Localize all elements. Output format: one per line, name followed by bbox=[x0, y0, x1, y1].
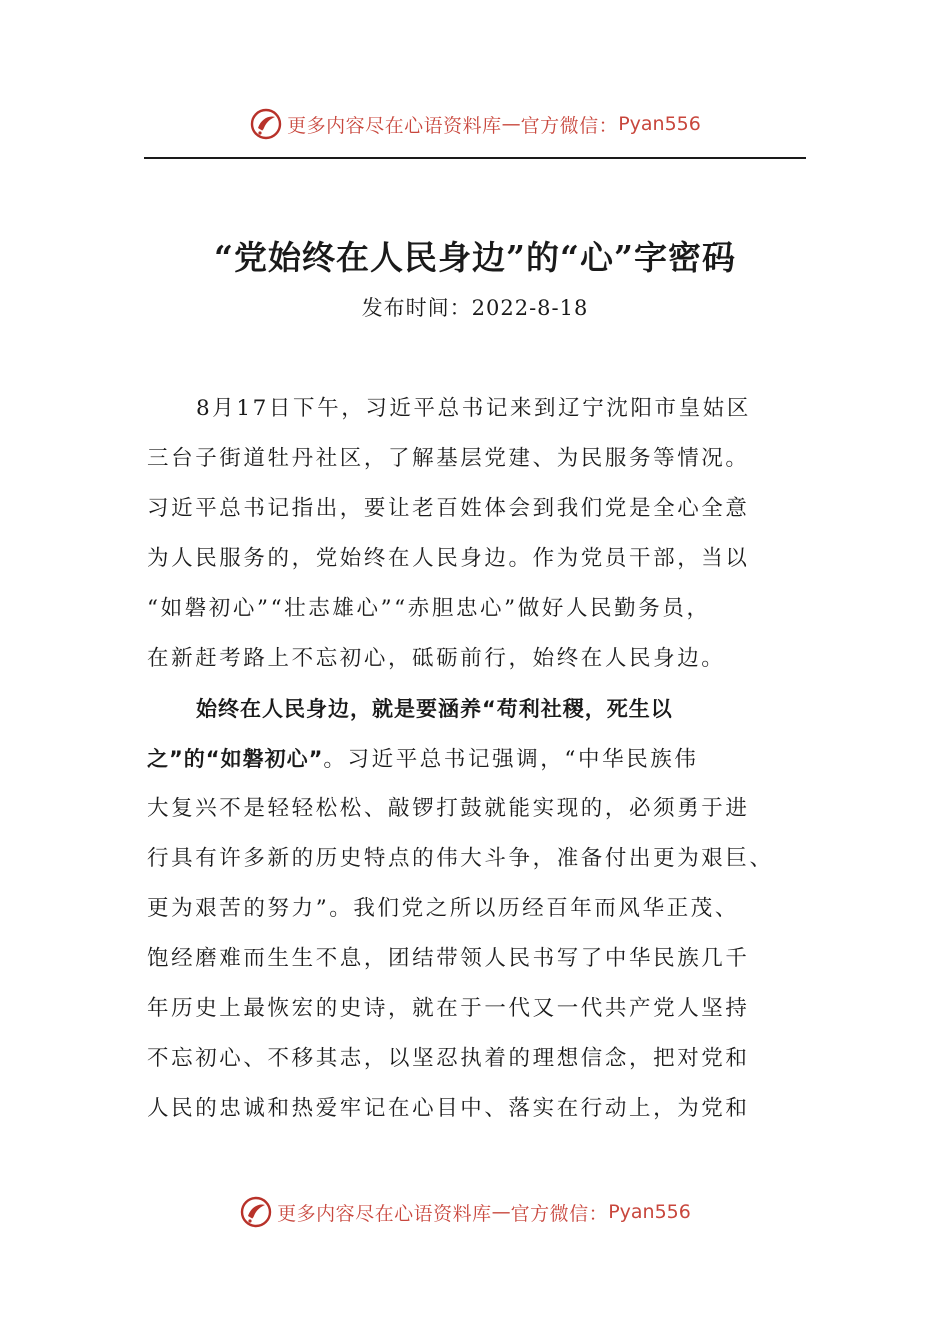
body-line: 不忘初心、不移其志，以坚忍执着的理想信念，把对党和 bbox=[147, 1046, 750, 1071]
banner-text: 更多内容尽在心语资料库 bbox=[287, 114, 502, 137]
body-line: 人民的忠诚和热爱牢记在心目中、落实在行动上，为党和 bbox=[147, 1096, 750, 1121]
body-line: “如磐初心”“壮志雄心”“赤胆忠心”做好人民勤务员， bbox=[147, 596, 711, 621]
publish-date: 发布时间：2022-8-18 bbox=[361, 296, 589, 320]
lead-sentence: 之”的“如磐初心” bbox=[147, 747, 324, 771]
banner-wechat-id: Pyan556 bbox=[618, 113, 701, 135]
banner-wechat-id: Pyan556 bbox=[608, 1201, 691, 1223]
banner-wechat-label: 官方微信： bbox=[520, 114, 619, 137]
lead-sentence: 始终在人民身边，就是要涵养“苟利社稷，死生以 bbox=[196, 697, 673, 721]
body-line bbox=[147, 684, 807, 734]
body-line: 饱经磨难而生生不息，团结带领人民书写了中华民族几千 bbox=[147, 946, 750, 971]
body-line: 大复兴不是轻轻松松、敲锣打鼓就能实现的，必须勇于进 bbox=[147, 796, 750, 821]
body-line: 习近平总书记指出，要让老百姓体会到我们党是全心全意 bbox=[147, 496, 750, 521]
header-rule bbox=[144, 157, 806, 159]
brand-logo-icon bbox=[239, 1195, 273, 1229]
body-line: 为人民服务的，党始终在人民身边。作为党员干部，当以 bbox=[147, 546, 750, 571]
body-line: 更为艰苦的努力”。我们党之所以历经百年而风华正茂、 bbox=[147, 896, 739, 921]
article-body bbox=[147, 384, 807, 1134]
article-title: “党始终在人民身边”的“心”字密码 bbox=[214, 238, 736, 277]
banner-text: 更多内容尽在心语资料库 bbox=[277, 1202, 492, 1225]
body-line: 行具有许多新的历史特点的伟大斗争，准备付出更为艰巨、 bbox=[147, 846, 774, 871]
banner-separator: — bbox=[501, 113, 521, 135]
body-line: 年历史上最恢宏的史诗，就在于一代又一代共产党人坚持 bbox=[147, 996, 750, 1021]
banner-wechat-label: 官方微信： bbox=[510, 1202, 609, 1225]
header-banner bbox=[0, 104, 950, 144]
brand-logo-icon bbox=[249, 107, 283, 141]
body-line: 三台子街道牡丹社区，了解基层党建、为民服务等情况。 bbox=[147, 446, 750, 471]
body-line: 在新赶考路上不忘初心，砥砺前行，始终在人民身边。 bbox=[147, 646, 726, 671]
footer-banner bbox=[0, 1192, 940, 1232]
body-text: 。习近平总书记强调，“中华民族伟 bbox=[323, 747, 699, 772]
banner-separator: — bbox=[491, 1201, 511, 1223]
body-line: 8月17日下午，习近平总书记来到辽宁沈阳市皇姑区 bbox=[196, 396, 751, 421]
body-line bbox=[147, 734, 807, 784]
